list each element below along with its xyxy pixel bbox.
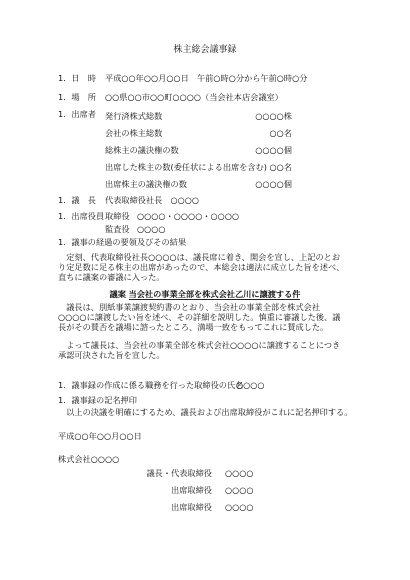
attendee-row-value: ○○○○個 — [255, 179, 292, 189]
attendee-row-value: ○○○○株 — [255, 111, 292, 121]
closing-date: 平成○○年○○月○○日 — [58, 431, 142, 441]
chair-label: 1．議 長 — [58, 195, 96, 205]
agenda-prefix: 議案 — [109, 289, 126, 299]
signatory-name: ○○○○ — [225, 502, 254, 512]
attendee-row-value: ○○名 — [269, 162, 292, 172]
date-value: 平成○○年○○月○○日 午前○時○分から午前○時○分 — [105, 73, 308, 83]
agenda-title: 当会社の事業全部を株式会社乙川に譲渡する件 — [128, 289, 301, 299]
place-value: ○○県○○市○○町○○○○（当会社本店会議室） — [105, 92, 283, 102]
attendees-label: 1．出席者 — [58, 109, 96, 119]
opening-paragraph: 定刻、代表取締役社長○○○○は、議長席に着き、開会を宣し、上記のとおり定足数に足る株主の出席があったので、本総会は適法に成立した旨を述べ、直ちに議案の審議に入った。 — [58, 252, 345, 282]
date-label: 1．日 時 — [58, 73, 96, 83]
agenda-title-line — [0, 290, 410, 300]
signatory-name: ○○○○ — [225, 485, 254, 495]
signatory-role: 出席取締役 — [171, 502, 212, 512]
signatory-name: ○○○○ — [225, 468, 254, 478]
officer-names: ○○○○ — [137, 224, 166, 234]
document-title: 株主総会議事録 — [173, 45, 237, 55]
attendee-row-value: ○○○○個 — [255, 145, 292, 155]
signatory-role: 議長・代表取締役 — [146, 468, 212, 478]
attendee-row-value: ○○名 — [269, 128, 292, 138]
summary-heading: 1．議事の経過の要領及びその結果 — [58, 237, 187, 247]
attendee-row-label: 出席株主の議決権の数 — [105, 179, 187, 189]
officer-names: ○○○○・○○○○・○○○○ — [137, 211, 240, 221]
signature-text: 以上の決議を明確にするため、議長および出席取締役がこれに記名押印する。 — [58, 407, 353, 417]
place-label: 1．場 所 — [58, 92, 96, 102]
agenda-paragraph: よって議長は、当会社の事業全部を株式会社○○○○に譲渡することにつき承認可決された旨を宣した。 — [58, 340, 341, 360]
minutes-officer-label: 1．議事録の作成に係る職務を行った取締役の氏名 — [58, 380, 244, 390]
attendee-row-label: 発行済株式総数 — [105, 111, 163, 121]
officer-role: 取締役 — [105, 211, 130, 221]
agenda-paragraph: 議長は、別紙事業譲渡契約書のとおり、当会社の事業全部を株式会社○○○○に譲渡したい旨を述べ、その詳細を説明した。慎重に審議した後、議長がその賛否を議場に諮ったところ、満場一致をもってこれに賛成した。 — [58, 302, 341, 332]
officer-role: 監査役 — [105, 224, 130, 234]
minutes-officer-value: ○○○○ — [236, 380, 265, 390]
attendee-row-label: 総株主の議決権の数 — [105, 145, 179, 155]
attendee-row-label: 会社の株主総数 — [105, 128, 163, 138]
signatory-role: 出席取締役 — [171, 485, 212, 495]
chair-value: 代表取締役社長 ○○○○ — [105, 195, 200, 205]
company-name: 株式会社○○○○ — [58, 454, 120, 464]
signature-label: 1．議事録の記名押印 — [58, 395, 137, 405]
officers-label: 1．出席役員 — [58, 211, 105, 221]
attendee-row-label: 出席した株主の数(委任状による出席を含む) — [105, 162, 267, 172]
